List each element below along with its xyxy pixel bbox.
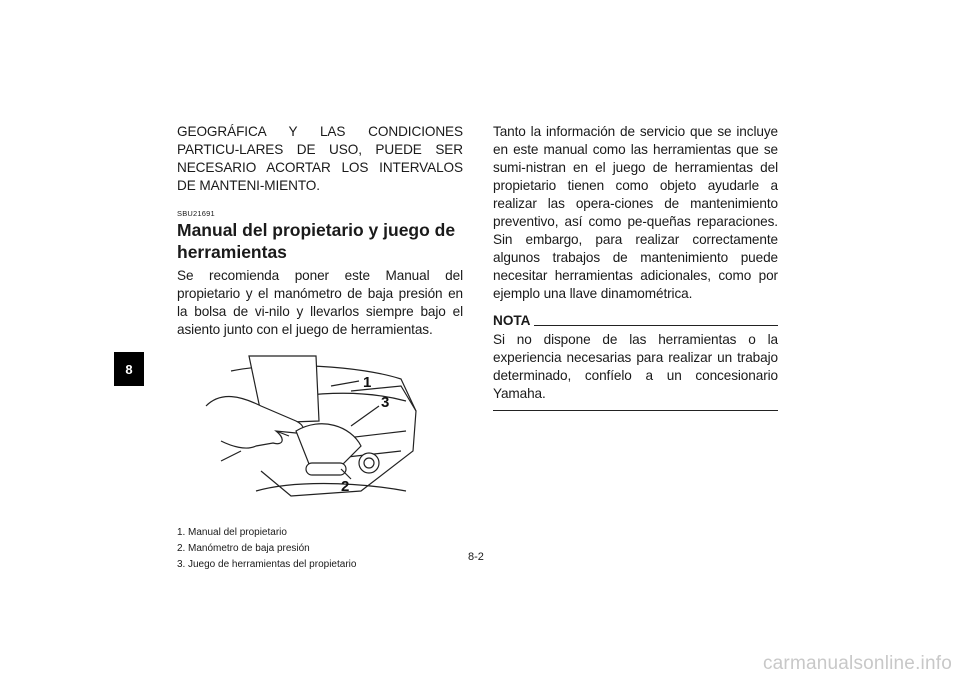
chapter-tab: 8 xyxy=(114,352,144,386)
nota-body: Si no dispone de las herramientas o la experiencia necesarias para realizar un trabajo determinado, confíelo a un concesionario Yamaha. xyxy=(493,332,778,401)
caption-number: 1. xyxy=(177,527,186,538)
caption-number: 2. xyxy=(177,543,186,554)
label-2: 2 xyxy=(341,478,350,495)
caption-list xyxy=(177,525,463,573)
caption-item xyxy=(177,525,463,541)
caption-number: 3. xyxy=(177,559,186,570)
caption-item xyxy=(177,557,463,573)
intro-text: GEOGRÁFICA Y LAS CONDICIONES PARTICU-LARES DE USO, PUEDE SER NECESARIO ACORTAR LOS INTERVALOS DE MANTENI-MIENTO. xyxy=(177,124,463,193)
nota-heading xyxy=(493,313,778,329)
section-title: Manual del propietario y juego de herramientas xyxy=(177,220,456,262)
section-body: Se recomienda poner este Manual del propietario y el manómetro de baja presión en la bolsa de vi-nilo y llevarlos siempre bajo el asiento junto con el juego de herramientas. xyxy=(177,268,463,337)
section-code: SBU21691 xyxy=(177,209,215,218)
right-body: Tanto la información de servicio que se incluye en este manual como las herramientas que se sumi-nistran en el juego de herramientas del propietario tienen como objeto ayudarle a realizar las opera-ciones de mantenimiento preventivo, así como pe-queñas reparaciones. Sin embargo, para realizar correctamente algunos trabajos de mantenimiento puede necesitar herramientas adicionales, como por ejemplo una llave dinamométrica. xyxy=(493,124,778,301)
caption-item xyxy=(177,541,463,557)
label-1: 1 xyxy=(363,374,372,391)
label-3: 3 xyxy=(381,394,390,411)
tools-illustration xyxy=(201,351,431,511)
nota-rule xyxy=(534,325,778,326)
page-number: 8-2 xyxy=(468,551,484,563)
nota-end-rule xyxy=(493,410,778,411)
caption-text: Juego de herramientas del propietario xyxy=(188,559,357,570)
left-column xyxy=(177,123,463,573)
nota-label: NOTA xyxy=(493,313,531,328)
illustration-drawing xyxy=(201,351,431,511)
caption-text: Manómetro de baja presión xyxy=(188,543,310,554)
right-column xyxy=(493,123,778,411)
caption-text: Manual del propietario xyxy=(188,527,287,538)
watermark: carmanualsonline.info xyxy=(762,653,952,674)
